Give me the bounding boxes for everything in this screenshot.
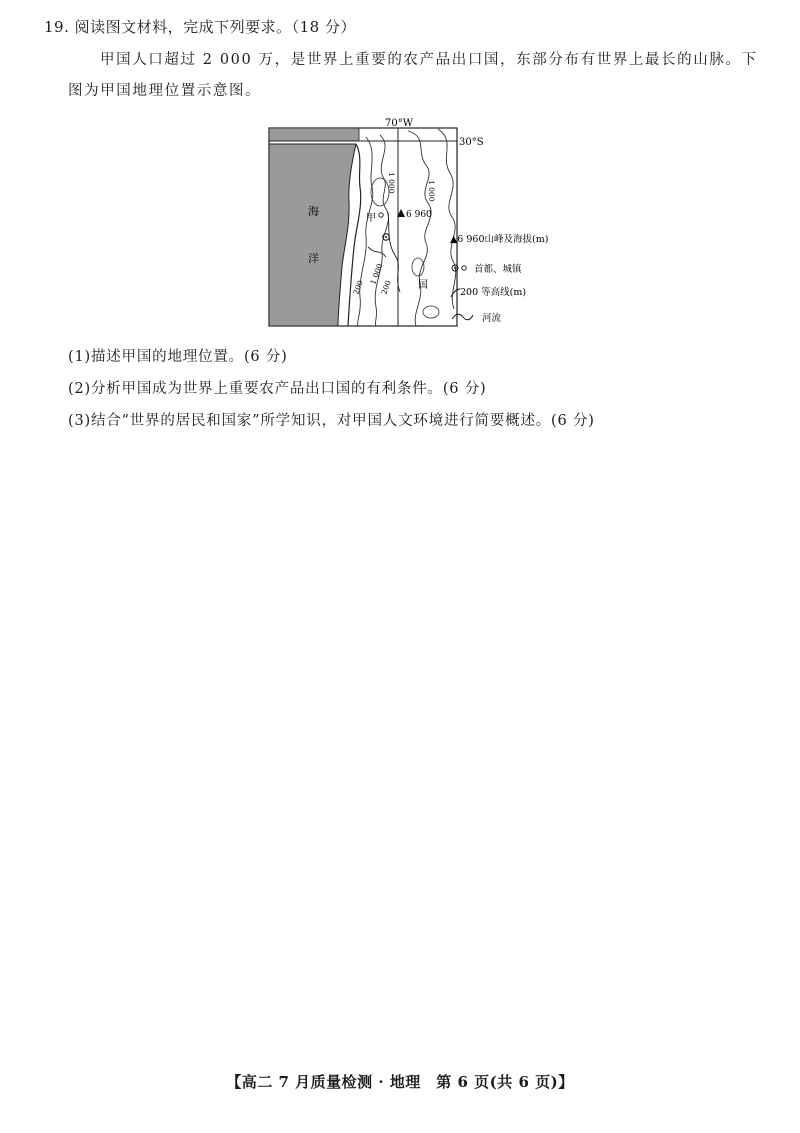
legend-river: 河流 xyxy=(482,313,502,324)
peak-label: 6 960 xyxy=(406,210,432,220)
country-char-jia: 甲 xyxy=(366,213,376,224)
subquestion-1: (1)描述甲国的地理位置。(6 分) xyxy=(68,349,288,365)
subquestion-2: (2)分析甲国成为世界上重要农产品出口国的有利条件。(6 分) xyxy=(68,381,487,397)
capital-dot-icon xyxy=(385,236,387,238)
ocean-char-1: 海 xyxy=(308,205,319,218)
legend-town-icon xyxy=(462,266,466,270)
legend-capital: 首都、城镇 xyxy=(474,264,522,275)
legend-capital-dot-icon xyxy=(454,267,456,269)
question-title: 19. 阅读图文材料，完成下列要求。（18 分） xyxy=(44,18,356,36)
contour-label-3: 1 000 xyxy=(368,262,385,286)
contour-label-2: 1 000 xyxy=(427,180,436,202)
contour-label-4: 200 xyxy=(351,279,365,296)
material-text: 甲国人口超过 2 000 万，是世界上重要的农产品出口国，东部分布有世界上最长的山脉。下图为甲国地理位置示意图。 xyxy=(68,52,758,99)
contour-label-5: 200 xyxy=(379,279,393,296)
contour-label-1: 1 000 xyxy=(387,172,396,194)
latitude-label: 30°S xyxy=(459,137,484,148)
ocean-char-2: 洋 xyxy=(308,252,319,265)
legend-peak: ▲6 960山峰及海拔(m) xyxy=(450,234,549,245)
subquestion-3: (3)结合“世界的居民和国家”所学知识，对甲国人文环境进行简要概述。(6 分) xyxy=(68,413,595,429)
country-char-guo: 国 xyxy=(418,280,428,291)
map-svg xyxy=(268,117,568,331)
northern-land-strip xyxy=(269,128,359,141)
question-material xyxy=(68,45,768,107)
longitude-label: 70°W xyxy=(385,118,414,129)
page-footer: 【高二 7 月质量检测 · 地理 第 6 页(共 6 页)】 xyxy=(226,1073,574,1091)
location-map xyxy=(268,117,568,331)
map-legend xyxy=(450,233,548,324)
legend-contour: 200 等高线(m) xyxy=(460,287,527,298)
